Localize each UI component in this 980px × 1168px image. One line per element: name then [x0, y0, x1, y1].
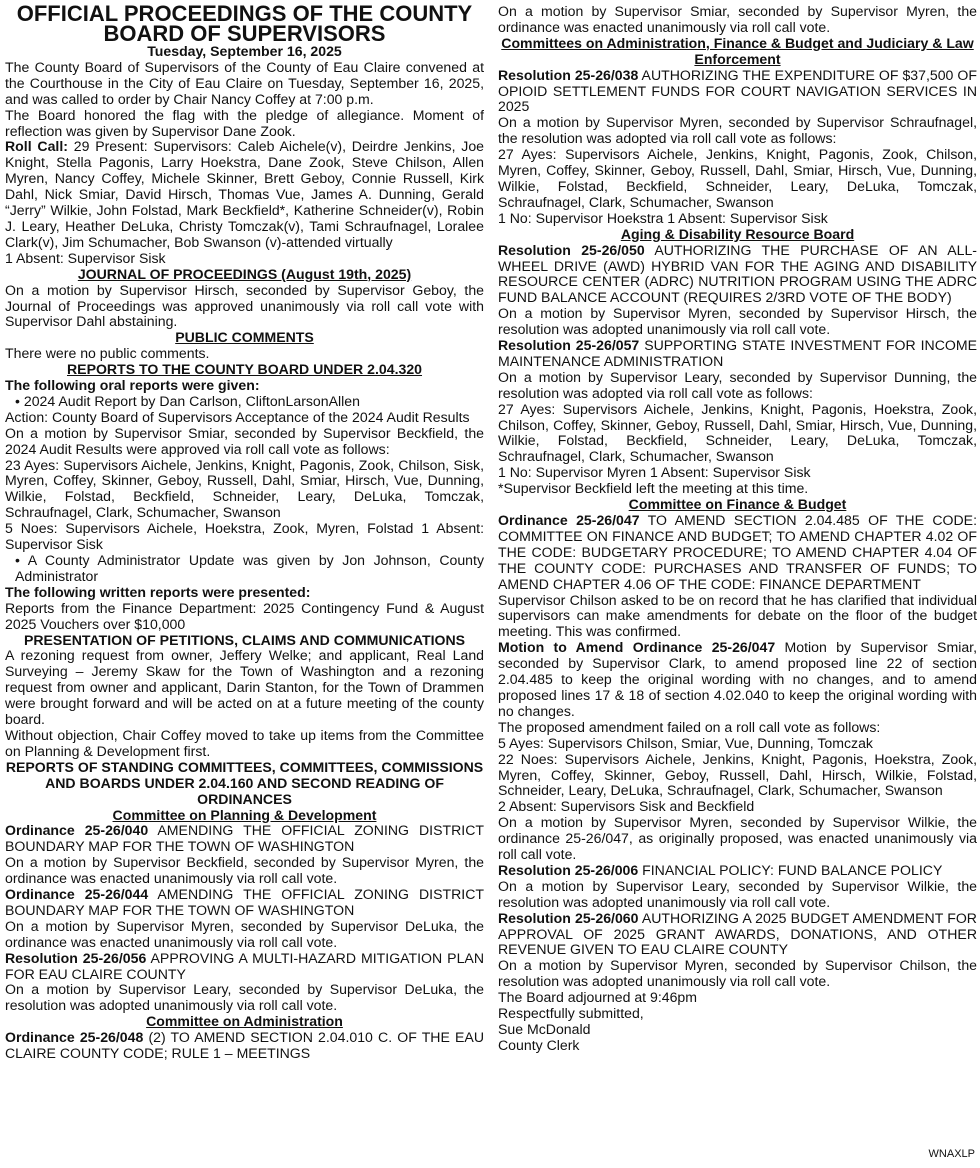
item-number: Ordinance 25-26/048 [5, 1029, 144, 1046]
paragraph: *Supervisor Beckfield left the meeting at this time. [498, 480, 809, 497]
paragraph: On a motion by Supervisor Myren, seconded by Supervisor Wilkie, the ordinance 25-26/047, as originally proposed, was enacted unanimously via roll call vote. [498, 814, 977, 863]
item-text: AUTHORIZING THE EXPENDITURE OF $37,500 OF OPIOID SETTLEMENT FUNDS FOR COURT NAVIGATION SERVICES IN 2025 [498, 66, 977, 115]
item-number: Resolution 25-26/057 [498, 337, 640, 354]
paragraph [5, 951, 484, 983]
paragraph: Sue McDonald [498, 1021, 591, 1037]
item-text: APPROVING A MULTI-HAZARD MITIGATION PLAN FOR EAU CLAIRE COUNTY [5, 949, 484, 982]
paragraph [5, 887, 484, 919]
paragraph: On a motion by Supervisor Myren, seconded by Supervisor Schraufnagel, the resolution was adopted via roll call vote as follows: [498, 114, 977, 147]
paragraph: On a motion by Supervisor Myren, seconded by Supervisor Chilson, the resolution was adopted unanimously via roll call vote. [498, 957, 977, 990]
paragraph: 5 Noes: Supervisors Aichele, Hoekstra, Zook, Myren, Folstad 1 Absent: Supervisor Sisk [5, 520, 484, 553]
subheading: The following oral reports were given: [5, 377, 260, 394]
paragraph [5, 823, 484, 855]
paragraph: On a motion by Supervisor Hirsch, seconded by Supervisor Geboy, the Journal of Proceedings was approved unanimously via roll call vote with Supervisor Dahl abstaining. [5, 281, 484, 330]
paragraph: On a motion by Supervisor Leary, seconded by Supervisor Wilkie, the resolution was adopted unanimously via roll call vote. [498, 877, 977, 910]
paragraph [498, 640, 977, 720]
paragraph [498, 911, 977, 959]
paragraph [5, 139, 484, 250]
item-number: Roll Call: [5, 138, 68, 155]
item-text: TO AMEND SECTION 2.04.485 OF THE CODE: COMMITTEE ON FINANCE AND BUDGET; TO AMEND CHAPTER 4.02 OF THE CODE: BUDGETARY PROCEDURE; TO AMEND CHAPTER 4.04 OF THE COUNTY CODE: PURCHASES AND TRANSFER OF FUNDS; TO AMEND CHAPTER 4.06 OF THE CODE: FINANCE DEPARTMENT [498, 512, 977, 592]
item-number: Resolution 25-26/056 [5, 949, 147, 966]
paragraph: 22 Noes: Supervisors Aichele, Jenkins, Knight, Pagonis, Hoekstra, Zook, Myren, Coffey, Skinner, Geboy, Russell, Dahl, Hirsch, Wilkie, Folstad, Schneider, Leary, DeLuka, Schraufnagel, Clark, Schumacher, Swanson [498, 750, 977, 799]
paragraph: The proposed amendment failed on a roll call vote as follows: [498, 718, 881, 735]
item-text: AUTHORIZING THE PURCHASE OF AN ALL-WHEEL DRIVE (AWD) HYBRID VAN FOR THE AGING AND DISABILITY RESOURCE CENTER (ADRC) NUTRITION PROGRAM USING THE ADRC FUND BALANCE ACCOUNT (REQUIRES 2/3RD VOTE OF THE BODY) [498, 241, 977, 306]
item-text: SUPPORTING STATE INVESTMENT FOR INCOME MAINTENANCE ADMINISTRATION [498, 337, 977, 369]
committee-heading: Committee on Finance & Budget [628, 496, 847, 513]
item-text: 29 Present: Supervisors: Caleb Aichele(v), Deirdre Jenkins, Joe Knight, Stella Pagonis, Larry Hoekstra, Dane Zook, Steve Chilson, Allen Myren, Nancy Coffey, Michele Skinner, Brett Geboy, Connie Russell, Kirk Dahl, Nick Smiar, David Hirsch, Thomas Vue, James A. Dunning, Gerald “Jerry” Wilkie, John Folstad, Mark Beckfield*, Katherine Schneider(v), Robin J. Leary, Heather DeLuka, Christy Tomczak(v), Tami Schraufnagel, Loralee Clark(v), Jim Schumacher, Bob Swanson (v)-attended virtually [5, 138, 484, 250]
page-title: OFFICIAL PROCEEDINGS OF THE COUNTY BOARD OF SUPERVISORS [16, 4, 473, 46]
paragraph: Reports from the Finance Department: 2025 Contingency Fund & August 2025 Vouchers over $10,000 [5, 599, 484, 632]
committee-heading: Committees on Administration, Finance & Budget and Judiciary & Law Enforcement [501, 34, 974, 67]
section-heading: Tuesday, September 16, 2025 [147, 43, 342, 59]
paragraph: 1 No: Supervisor Myren 1 Absent: Supervisor Sisk [498, 464, 811, 481]
committee-heading: Committee on Administration [146, 1013, 343, 1030]
paragraph: 27 Ayes: Supervisors Aichele, Jenkins, Knight, Pagonis, Hoekstra, Zook, Chilson, Coffey, Skinner, Geboy, Russell, Dahl, Smiar, Hirsch, Vue, Dunning, Wilkie, Folstad, Beckfield, Schneider, Leary, DeLuka, Tomczak, Schraufnagel, Clark, Schumacher, Swanson [498, 400, 977, 465]
paragraph: Action: County Board of Supervisors Acceptance of the 2024 Audit Results [5, 408, 470, 425]
item-text: AUTHORIZING A 2025 BUDGET AMENDMENT FOR APPROVAL OF 2025 GRANT AWARDS, DONATIONS, AND OTHER REVENUE GIVEN TO EAU CLAIRE COUNTY [498, 909, 977, 958]
paragraph: The Board adjourned at 9:46pm [498, 989, 698, 1006]
section-heading: PRESENTATION OF PETITIONS, CLAIMS AND COMMUNICATIONS [23, 631, 466, 648]
bullet-item: • 2024 Audit Report by Dan Carlson, CliftonLarsonAllen [15, 392, 360, 409]
paragraph [498, 513, 977, 593]
item-text: Motion by Supervisor Smiar, seconded by Supervisor Clark, to amend proposed line 22 of section 2.04.485 to keep the original wording with no changes, and to amend proposed lines 17 & 18 of section 4.02.040 to keep the original wording with no changes. [498, 639, 977, 719]
paragraph: On a motion by Supervisor Beckfield, seconded by Supervisor Myren, the ordinance was enacted unanimously via roll call vote. [5, 854, 484, 887]
paragraph: 2 Absent: Supervisors Sisk and Beckfield [498, 798, 755, 815]
paragraph: On a motion by Supervisor Myren, seconded by Supervisor DeLuka, the ordinance was enacted unanimously via roll call vote. [5, 917, 484, 950]
section-heading: REPORTS OF STANDING COMMITTEES, COMMITTEES, COMMISSIONS AND BOARDS UNDER 2.04.160 AND SECOND READING OF ORDINANCES [5, 758, 484, 807]
paragraph [498, 68, 977, 116]
paragraph: Respectfully submitted, [498, 1005, 644, 1022]
item-number: Resolution 25-26/060 [498, 909, 639, 926]
paragraph [498, 338, 977, 370]
item-text: (2) TO AMEND SECTION 2.04.010 C. OF THE EAU CLAIRE COUNTY CODE; RULE 1 – MEETINGS [5, 1029, 484, 1062]
item-number: Motion to Amend Ordinance 25-26/047 [498, 639, 776, 656]
paragraph: 1 No: Supervisor Hoekstra 1 Absent: Supervisor Sisk [498, 209, 828, 226]
item-text: FINANCIAL POLICY: FUND BALANCE POLICY [638, 861, 943, 878]
paragraph: On a motion by Supervisor Myren, seconded by Supervisor Hirsch, the resolution was adopted unanimously via roll call vote. [498, 305, 977, 338]
paragraph: County Clerk [498, 1036, 580, 1053]
paragraph: A rezoning request from owner, Jeffery Welke; and applicant, Real Land Surveying – Jeremy Skaw for the Town of Washington and a rezoning request from owner and applicant, Darin Stanton, for the Town of Drammen were brought forward and will be acted on at a future meeting of the county board. [5, 647, 484, 728]
bullet-item: • A County Administrator Update was given by Jon Johnson, County Administrator [15, 552, 484, 584]
committee-heading: Aging & Disability Resource Board [620, 225, 855, 242]
paragraph: On a motion by Supervisor Smiar, seconded by Supervisor Myren, the ordinance was enacted unanimously via roll call vote. [498, 4, 977, 35]
paragraph: The Board honored the flag with the pledge of allegiance. Moment of reflection was given by Supervisor Dane Zook. [5, 106, 484, 139]
paragraph: On a motion by Supervisor Leary, seconded by Supervisor Dunning, the resolution was adopted via roll call vote as follows: [498, 368, 977, 401]
item-text: AMENDING THE OFFICIAL ZONING DISTRICT BOUNDARY MAP FOR THE TOWN OF WASHINGTON [5, 886, 484, 918]
committee-heading: Committee on Planning & Development [112, 806, 377, 823]
item-number: Resolution 25-26/006 [498, 861, 639, 878]
paragraph [498, 243, 977, 307]
committee-heading: REPORTS TO THE COUNTY BOARD UNDER 2.04.320 [66, 361, 423, 378]
paragraph: 5 Ayes: Supervisors Chilson, Smiar, Vue, Dunning, Tomczak [498, 734, 873, 751]
item-number: Ordinance 25-26/047 [498, 512, 640, 528]
paragraph [5, 1030, 484, 1062]
subheading: The following written reports were presented: [5, 583, 311, 600]
paragraph: Supervisor Chilson asked to be on record that he has clarified that individual supervisors can make amendments for debate on the floor of the budget meeting. This was confirmed. [498, 591, 977, 640]
paragraph: The County Board of Supervisors of the County of Eau Claire convened at the Courthouse in the City of Eau Claire on Tuesday, September 16, 2025, and was called to order by Chair Nancy Coffey at 7:00 p.m. [5, 58, 484, 107]
left-column [5, 4, 484, 1159]
right-column [498, 4, 977, 1159]
item-number: Resolution 25-26/050 [498, 241, 645, 258]
paragraph: 27 Ayes: Supervisors Aichele, Jenkins, Knight, Pagonis, Zook, Chilson, Myren, Coffey, Skinner, Geboy, Russell, Dahl, Smiar, Hirsch, Vue, Dunning, Wilkie, Folstad, Beckfield, Schneider, Leary, DeLuka, Tomczak, Schraufnagel, Clark, Schumacher, Swanson [498, 146, 977, 210]
paragraph: On a motion by Supervisor Leary, seconded by Supervisor DeLuka, the resolution was adopted unanimously via roll call vote. [5, 981, 484, 1014]
item-number: Resolution 25-26/038 [498, 66, 639, 83]
paragraph: On a motion by Supervisor Smiar, seconded by Supervisor Beckfield, the 2024 Audit Results were approved via roll call vote as follows: [5, 424, 484, 457]
committee-heading: JOURNAL OF PROCEEDINGS (August 19th, 2025) [77, 265, 412, 282]
paragraph: 1 Absent: Supervisor Sisk [5, 249, 166, 266]
publication-code: WNAXLP [928, 1148, 975, 1160]
item-text: AMENDING THE OFFICIAL ZONING DISTRICT BOUNDARY MAP FOR THE TOWN OF WASHINGTON [5, 822, 484, 855]
item-number: Ordinance 25-26/044 [5, 886, 149, 903]
paragraph: Without objection, Chair Coffey moved to take up items from the Committee on Planning & Development first. [5, 726, 484, 759]
paragraph: 23 Ayes: Supervisors Aichele, Jenkins, Knight, Pagonis, Zook, Chilson, Sisk, Myren, Coffey, Skinner, Geboy, Russell, Dahl, Smiar, Hirsch, Vue, Dunning, Wilkie, Folstad, Beckfield, Schneider, Leary, DeLuka, Tomczak, Schraufnagel, Clark, Schumacher, Swanson [5, 456, 484, 521]
paragraph: There were no public comments. [5, 345, 210, 362]
committee-heading: PUBLIC COMMENTS [175, 329, 314, 346]
item-number: Ordinance 25-26/040 [5, 822, 149, 839]
paragraph [498, 863, 977, 879]
